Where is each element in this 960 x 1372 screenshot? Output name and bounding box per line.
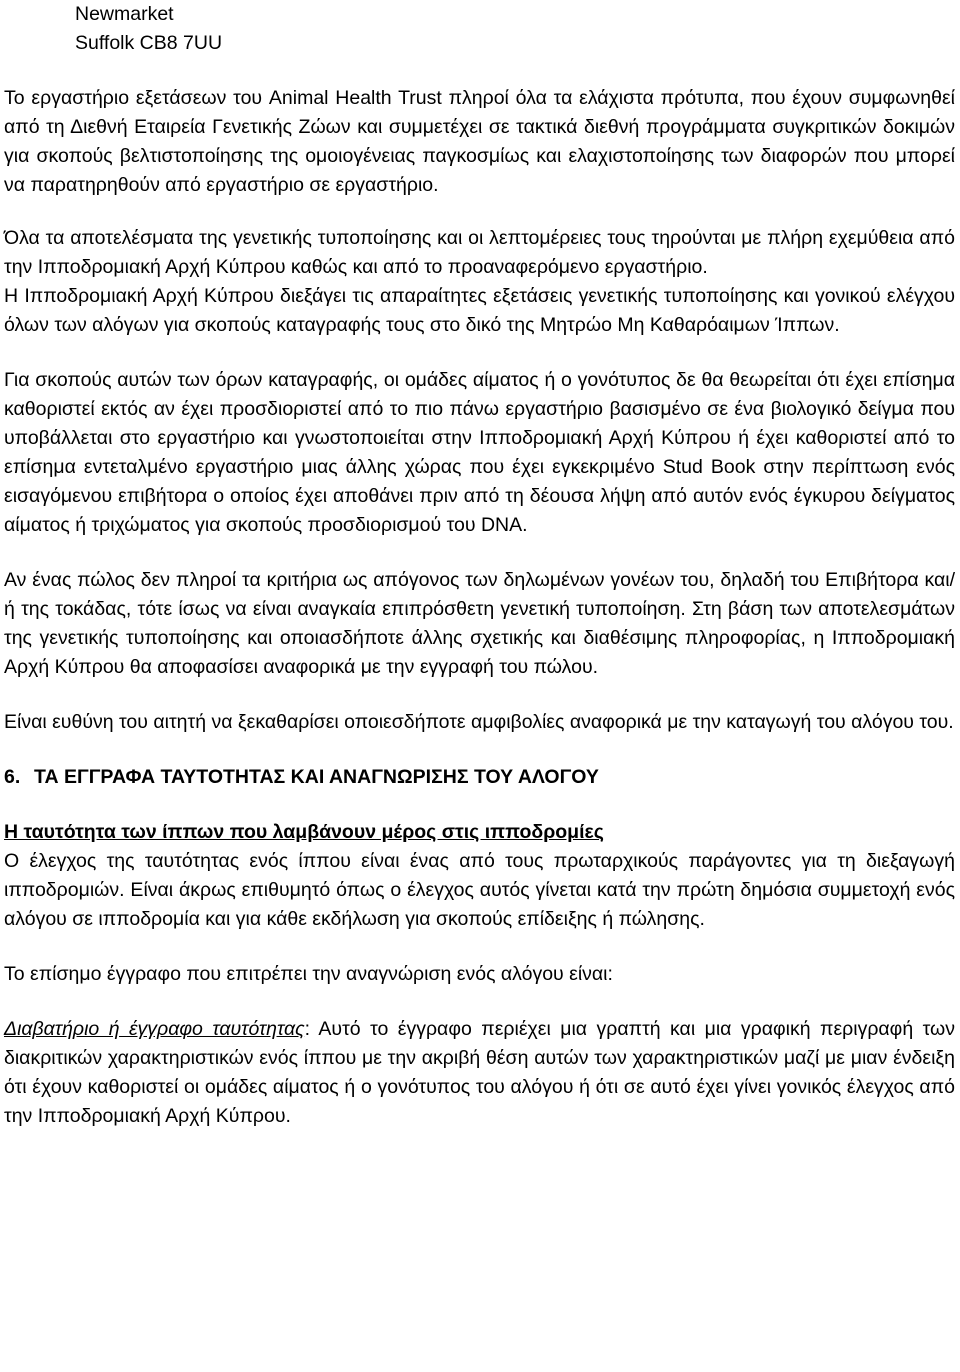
address-line-postcode: Suffolk CB8 7UU — [75, 32, 223, 54]
paragraph-lab-standards: Το εργαστήριο εξετάσεων του Animal Health Trust πληροί όλα τα ελάχιστα πρότυπα, που έχουν συμφωνηθεί από τη Διεθνή Εταιρεία Γενετικής Ζώων και συμμετέχει σε τακτικά διεθνή προγράμματα συγκριτικών δοκιμών για σκοπούς βελτιστοποίησης της ομοιογένειας παγκοσμίως και ελαχιστοποίησης των διαφορών που μπορεί να παρατηρηθούν από εργαστήριο σε εργαστήριο. — [4, 87, 955, 196]
document-page — [4, 0, 955, 1131]
section-number: 6. — [4, 766, 21, 788]
paragraph-identity-check: Ο έλεγχος της ταυτότητας ενός ίππου είναι ένας από τους πρωταρχικούς παράγοντες για τη διεξαγωγή ιπποδρομιών. Είναι άκρως επιθυμητό όπως ο έλεγχος αυτός γίνεται κατά την πρώτη δημόσια συμμετοχή ενός αλόγου σε ιπποδρομία και για κάθε εκδήλωση για σκοπούς επίδειξης ή πώλησης. — [4, 850, 955, 930]
passport-term: Διαβατήριο ή έγγραφο ταυτότητας — [4, 1018, 305, 1040]
address-block — [75, 0, 955, 58]
section-heading — [4, 763, 955, 792]
passport-description: : Αυτό το έγγραφο περιέχει μια γραπτή και μια γραφική περιγραφή των διακριτικών χαρακτηριστικών ενός ίππου με την ακριβή θέση αυτών των χαρακτηριστικών μαζί με μιαν ένδειξη ότι έχουν καθοριστεί οι ομάδες αίματος ή ο γονότυπος του αλόγου ή ότι σε αυτό έχει γίνει γονικός έλεγχος από την Ιπποδρομιακή Αρχή Κύπρου. — [4, 1018, 956, 1127]
section-title: ΤΑ ΕΓΓΡΑΦΑ ΤΑΥΤΟΤΗΤΑΣ ΚΑΙ ΑΝΑΓΝΩΡΙΣΗΣ ΤΟΥ ΑΛΟΓΟΥ — [34, 766, 599, 788]
paragraph-confidentiality: Όλα τα αποτελέσματα της γενετικής τυποποίησης και οι λεπτομέρειες τους τηρούνται με πλήρη εχεμύθεια από την Ιπποδρομιακή Αρχή Κύπρου καθώς και από το προαναφερόμενο εργαστήριο. — [4, 227, 955, 278]
paragraph-applicant-responsibility: Είναι ευθύνη του αιτητή να ξεκαθαρίσει οποιεσδήποτε αμφιβολίες αναφορικά με την καταγωγή του αλόγου του. — [4, 711, 954, 733]
paragraph-blood-groups: Για σκοπούς αυτών των όρων καταγραφής, οι ομάδες αίματος ή ο γονότυπος δε θα θεωρείται ότι έχει επίσημα καθοριστεί εκτός αν έχει προσδιοριστεί από το πιο πάνω εργαστήριο βασισμένο σε ένα βιολογικό δείγμα που υποβάλλεται στο εργαστήριο και γνωστοποιείται στην Ιπποδρομιακή Αρχή Κύπρου ή έχει καθοριστεί από το επίσημα εντεταλμένο εργαστήριο μιας άλλης χώρας που έχει εγκεκριμένο Stud Book στην περίπτωση ενός εισαγόμενου επιβήτορα ο οποίος έχει αποθάνει πριν από τη δέουσα λήψη από αυτόν ενός έγκυρου δείγματος αίματος ή τριχώματος για σκοπούς προσδιορισμού του DNA. — [4, 369, 955, 536]
paragraph-official-document: Το επίσημο έγγραφο που επιτρέπει την αναγνώριση ενός αλόγου είναι: — [4, 963, 613, 985]
paragraph-passport — [4, 1015, 955, 1131]
subheading-horse-identity: Η ταυτότητα των ίππων που λαμβάνουν μέρος στις ιπποδρομίες — [4, 821, 604, 843]
paragraph-genetic-typing: Η Ιπποδρομιακή Αρχή Κύπρου διεξάγει τις απαραίτητες εξετάσεις γενετικής τυποποίησης και γονικού ελέγχου όλων των αλόγων για σκοπούς καταγραφής τους στο δικό της Μητρώο Μη Καθαρόαιμων Ίππων. — [4, 285, 955, 336]
address-line-town: Newmarket — [75, 3, 174, 25]
paragraph-foal-criteria: Αν ένας πώλος δεν πληροί τα κριτήρια ως απόγονος των δηλωμένων γονέων του, δηλαδή του Επιβήτορα και/ή της τοκάδας, τότε ίσως να είναι αναγκαία επιπρόσθετη γενετική τυποποίηση. Στη βάση των αποτελεσμάτων της γενετικής τυποποίησης και οποιασδήποτε άλλης σχετικής και διαθέσιμης πληροφορίας, η Ιπποδρομιακή Αρχή Κύπρου θα αποφασίσει αναφορικά με την εγγραφή του πώλου. — [4, 569, 955, 678]
